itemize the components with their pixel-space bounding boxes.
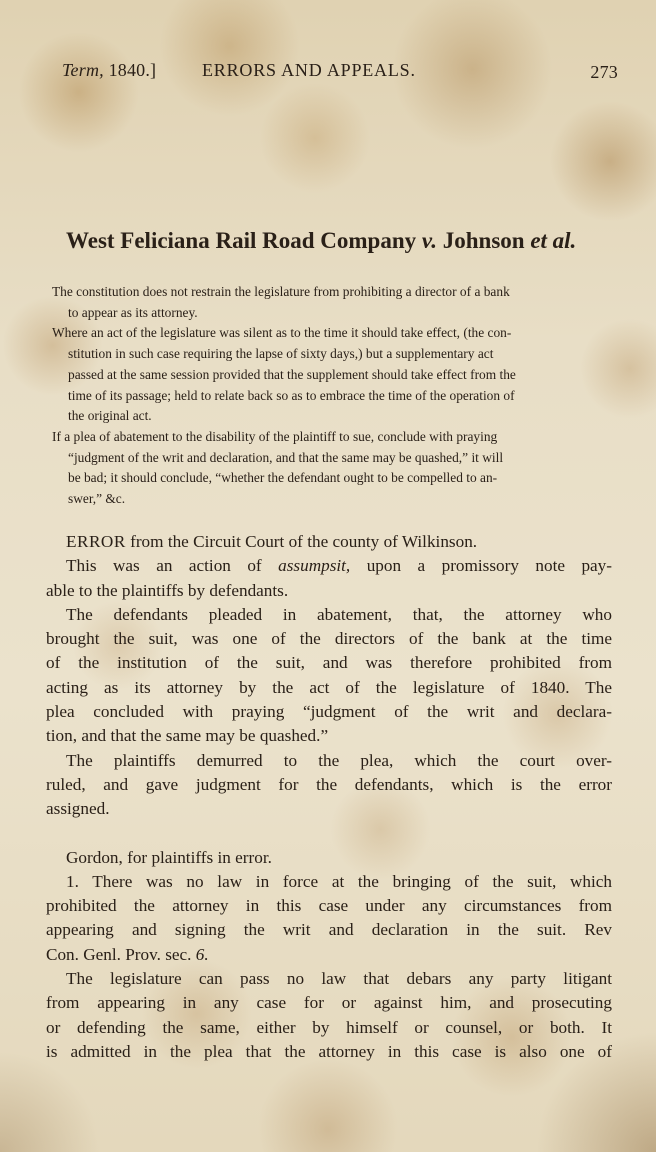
term-year: 1840.] — [108, 60, 157, 80]
headnote-line: Where an act of the legislature was silent as to the time it should take effect, (the con- — [52, 325, 512, 341]
headnote-3 — [52, 427, 620, 510]
headnote-line: be bad; it should conclude, “whether the defendant ought to be compelled to an- — [68, 470, 498, 486]
paragraph-error — [46, 530, 612, 554]
term-word: Term, — [62, 60, 104, 80]
body-line: prohibited the attorney in this case under any circumstances from — [46, 896, 612, 916]
headnote-line: time of its passage; held to relate back so as to embrace the time of the operation of — [68, 387, 515, 403]
case-title-versus: v. — [421, 228, 437, 253]
citation-section: 6. — [195, 944, 209, 964]
body-line: tion, and that the same may be quashed.” — [46, 726, 329, 746]
paragraph-point-1 — [46, 870, 612, 967]
body-line: The plaintiffs demurred to the plea, which the court over- — [66, 750, 612, 770]
headnote-line: to appear as its attorney. — [68, 304, 198, 320]
running-head-title: ERRORS AND APPEALS. — [202, 60, 416, 80]
paragraph-action — [46, 554, 612, 603]
body-line: The legislature can pass no law that debars any party litigant — [66, 969, 612, 989]
headnote-line: The constitution does not restrain the legislature from prohibiting a director of a bank — [52, 284, 510, 299]
headnote-2 — [52, 323, 620, 427]
error-word: ERROR — [66, 532, 126, 551]
body-line: from appearing in any case for or against him, and prosecuting — [46, 993, 612, 1013]
paragraph-gap — [46, 822, 612, 846]
body-line: ruled, and gave judgment for the defendants, which is the error — [46, 774, 612, 794]
body-line: acting as its attorney by the act of the legislature of 1840. The — [46, 677, 612, 697]
headnote-line: If a plea of abatement to the disability of the plaintiff to sue, conclude with praying — [52, 428, 498, 444]
body-line: appearing and signing the writ and declaration in the suit. Rev — [46, 920, 612, 940]
body-line: brought the suit, was one of the directors of the bank at the time — [46, 629, 612, 649]
page-number: 273 — [590, 62, 618, 82]
error-rest: from the Circuit Court of the county of Wilkinson. — [125, 532, 478, 551]
paragraph-demurrer — [46, 749, 612, 822]
citation-text: Con. Genl. Prov. sec. — [46, 944, 196, 964]
case-title — [66, 228, 626, 254]
headnotes — [52, 282, 620, 510]
body-line: of the institution of the suit, and was therefore prohibited from — [46, 653, 612, 673]
action-text-a: This was an action of — [66, 556, 279, 576]
paragraph-legislature — [46, 967, 612, 1064]
running-head — [62, 60, 618, 88]
headnote-line: passed at the same session provided that the supplement should take effect from the — [68, 366, 516, 382]
body-line: or defending the same, either by himself or counsel, or both. It — [46, 1017, 612, 1037]
body-line: Gordon, for plaintiffs in error. — [66, 847, 272, 867]
headnote-1 — [52, 282, 620, 323]
running-head-term — [62, 60, 156, 81]
body-line — [46, 530, 612, 554]
body-line: is admitted in the plea that the attorney in this case is also one of — [46, 1041, 612, 1061]
assumpsit-word: assumpsit, — [278, 556, 351, 576]
body-line: The defendants pleaded in abatement, that, the attorney who — [66, 604, 612, 624]
headnote-line: stitution in such case requiring the lapse of sixty days,) but a supplementary act — [68, 346, 494, 362]
headnote-line: “judgment of the writ and declaration, and that the same may be quashed,” it will — [68, 449, 504, 465]
case-title-etal: et al. — [530, 228, 577, 253]
body-line: assigned. — [46, 799, 110, 819]
paragraph-plea — [46, 603, 612, 749]
case-title-main: West Feliciana Rail Road Company — [66, 228, 417, 253]
body-line — [46, 943, 612, 967]
opinion-body — [46, 530, 612, 1064]
action-text-c: upon a promissory note pay- — [350, 556, 613, 576]
body-line — [46, 554, 612, 578]
body-line: plea concluded with praying “judgment of the writ and declara- — [46, 702, 612, 722]
case-title-party: Johnson — [442, 228, 525, 253]
paragraph-counsel — [46, 846, 612, 870]
headnote-line: swer,” &c. — [68, 491, 126, 507]
body-line: able to the plaintiffs by defendants. — [46, 580, 289, 600]
headnote-line: the original act. — [68, 408, 152, 424]
body-line: 1. There was no law in force at the bringing of the suit, which — [66, 871, 612, 891]
